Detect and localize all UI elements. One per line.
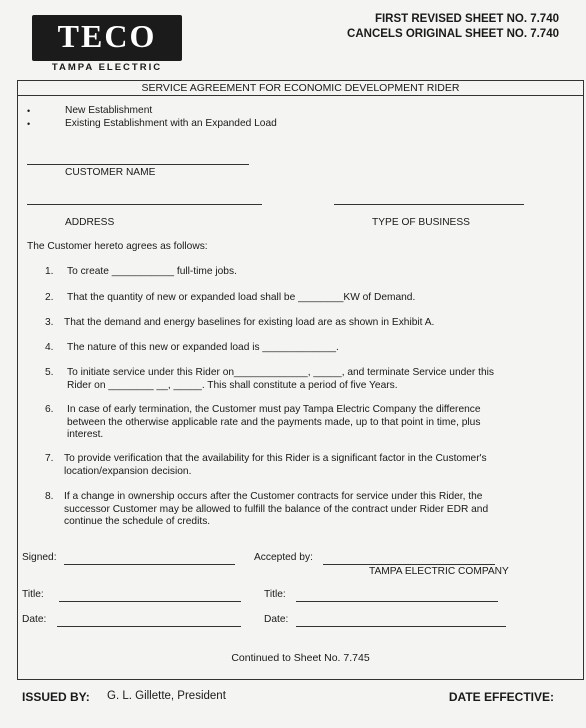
item-number: 8. <box>45 491 54 502</box>
item-number: 6. <box>45 404 54 415</box>
item-line: The nature of this new or expanded load is _____________. <box>67 342 339 353</box>
option-new-establishment: New Establishment <box>65 105 153 116</box>
type-of-business-label: TYPE OF BUSINESS <box>372 217 470 228</box>
title-label-right: Title: <box>264 589 286 600</box>
title-label-left: Title: <box>22 589 44 600</box>
agreement-item-5 <box>67 367 494 392</box>
frame-bottom-border <box>17 679 584 680</box>
agreement-item-8 <box>64 491 488 529</box>
form-title: SERVICE AGREEMENT FOR ECONOMIC DEVELOPMENT RIDER <box>141 82 460 94</box>
agreement-item-2 <box>67 292 415 305</box>
customer-name-line <box>27 164 249 165</box>
agreement-item-7 <box>64 453 487 478</box>
item-number: 3. <box>45 317 54 328</box>
customer-name-label: CUSTOMER NAME <box>65 167 156 178</box>
item-line: To initiate service under this Rider on_____________, _____, and terminate Service under this <box>67 367 495 378</box>
address-label: ADDRESS <box>65 217 115 228</box>
item-number: 1. <box>45 266 54 277</box>
item-number: 2. <box>45 292 54 303</box>
signed-line[interactable] <box>64 564 235 565</box>
item-line: Rider on ________ __, _____. This shall constitute a period of five Years. <box>67 379 398 391</box>
item-line: interest. <box>67 429 104 440</box>
agreement-item-4 <box>67 342 339 355</box>
cancels-sheet-number: CANCELS ORIGINAL SHEET NO. 7.740 <box>347 28 559 40</box>
title-divider <box>17 95 584 96</box>
option-existing-establishment: Existing Establishment with an Expanded Load <box>65 118 277 129</box>
signed-label: Signed: <box>22 552 57 563</box>
type-of-business-line <box>334 204 524 205</box>
issued-by-label: ISSUED BY: <box>22 690 90 704</box>
address-line <box>27 204 262 205</box>
date-label-left: Date: <box>22 614 47 625</box>
title-line-right[interactable] <box>296 601 498 602</box>
date-line-right[interactable] <box>296 626 506 627</box>
item-number: 5. <box>45 367 54 378</box>
agreement-item-3 <box>64 317 434 330</box>
agreement-intro: The Customer hereto agrees as follows: <box>27 241 208 252</box>
issued-by-name: G. L. Gillette, President <box>107 690 226 702</box>
item-number: 4. <box>45 342 54 353</box>
item-line: In case of early termination, the Customer must pay Tampa Electric Company the difference <box>67 404 481 415</box>
agreement-item-1 <box>67 266 237 279</box>
item-line: That the quantity of new or expanded load shall be ________KW of Demand. <box>67 292 416 303</box>
bullet-icon: • <box>27 119 31 129</box>
item-number: 7. <box>45 453 54 464</box>
item-line: If a change in ownership occurs after the Customer contracts for service under this Rider, the <box>64 491 483 502</box>
company-name: TAMPA ELECTRIC COMPANY <box>369 566 509 577</box>
logo-text: TECO <box>57 18 157 54</box>
continued-note: Continued to Sheet No. 7.745 <box>231 652 370 664</box>
teco-logo <box>32 15 182 61</box>
agreement-item-6 <box>67 404 481 442</box>
date-line-left[interactable] <box>57 626 241 627</box>
sheet-number: FIRST REVISED SHEET NO. 7.740 <box>374 13 559 25</box>
item-line: location/expansion decision. <box>64 465 192 477</box>
date-effective-label: DATE EFFECTIVE: <box>448 690 554 704</box>
frame-top-border <box>17 80 584 81</box>
item-line: To provide verification that the availability for this Rider is a significant factor in the Customer's <box>64 453 487 464</box>
logo-tagline: TAMPA ELECTRIC <box>51 62 163 73</box>
item-line: continue the schedule of credits. <box>64 516 211 527</box>
item-line: To create ___________ full-time jobs. <box>67 266 237 277</box>
item-line: between the otherwise applicable rate and the payments made, up to that point in time, plus <box>67 416 481 428</box>
accepted-by-label: Accepted by: <box>254 552 313 563</box>
accepted-by-line[interactable] <box>323 564 495 565</box>
item-line: successor Customer may be allowed to fulfill the balance of the contract under Rider EDR and <box>64 503 489 515</box>
bullet-icon: • <box>27 106 31 116</box>
date-label-right: Date: <box>264 614 289 625</box>
title-line-left[interactable] <box>59 601 241 602</box>
item-line: That the demand and energy baselines for existing load are as shown in Exhibit A. <box>64 317 435 328</box>
